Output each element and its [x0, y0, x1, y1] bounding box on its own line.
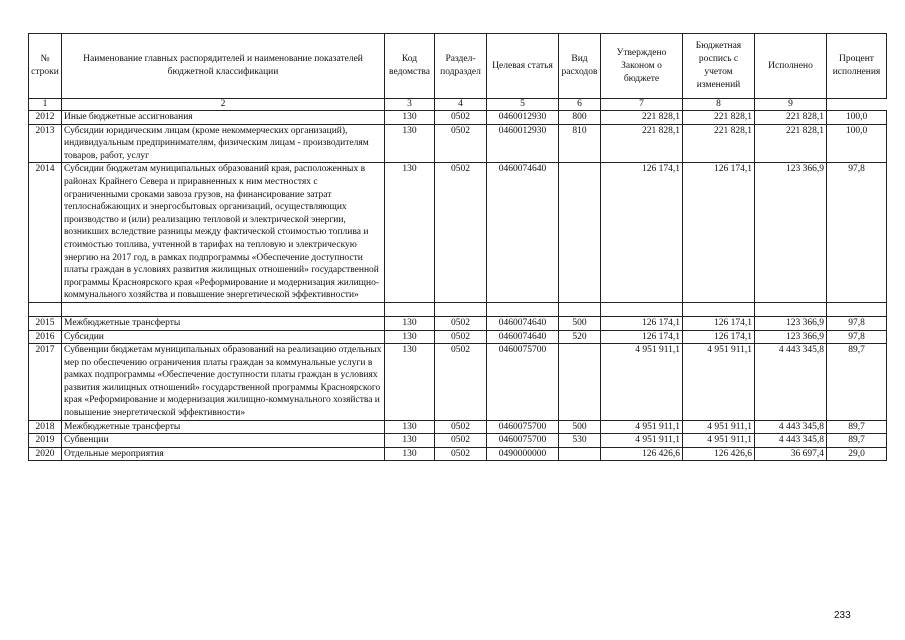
- row-target: 0490000000: [487, 447, 559, 461]
- row-executed: 123 366,9: [755, 316, 827, 330]
- row-budget-list: 126 426,6: [683, 447, 755, 461]
- column-number: 8: [683, 99, 755, 111]
- row-percent: 89,7: [827, 420, 887, 434]
- row-number: 2012: [29, 111, 62, 125]
- row-target: 0460012930: [487, 124, 559, 163]
- header-expense-type: Вид расходов: [559, 34, 601, 99]
- row-number: 2017: [29, 344, 62, 421]
- row-target: 0460074640: [487, 330, 559, 344]
- row-dept-code: 130: [385, 330, 435, 344]
- row-budget-list: 4 951 911,1: [683, 434, 755, 448]
- row-name: Субвенции бюджетам муниципальных образований на реализацию отдельных мер по обеспечению ограничения платы граждан за коммунальные услуги в рамках подпрограммы «Обеспечение доступности платы граждан в условиях развития жилищных отношений» государственной программы Красноярского края «Реформирование и модернизация жилищно-коммунального хозяйства и повышение энергетической эффективности»: [62, 344, 385, 421]
- column-number: 1: [29, 99, 62, 111]
- row-target: 0460074640: [487, 163, 559, 303]
- row-target: 0460012930: [487, 111, 559, 125]
- budget-execution-table: [28, 33, 887, 461]
- row-percent: 97,8: [827, 163, 887, 303]
- row-number: 2018: [29, 420, 62, 434]
- row-percent: 100,0: [827, 124, 887, 163]
- row-name: Межбюджетные трансферты: [62, 316, 385, 330]
- row-section: 0502: [435, 344, 487, 421]
- header-budget-list: Бюджетная роспись с учетом изменений: [683, 34, 755, 99]
- blank-row: [29, 302, 887, 316]
- column-number: 7: [601, 99, 683, 111]
- table-row: [29, 111, 887, 125]
- row-name: Межбюджетные трансферты: [62, 420, 385, 434]
- row-name: Субсидии юридическим лицам (кроме некоммерческих организаций), индивидуальным предпринимателям, физическим лицам - производителям товаров, работ, услуг: [62, 124, 385, 163]
- row-executed: 4 443 345,8: [755, 434, 827, 448]
- row-target: 0460075700: [487, 420, 559, 434]
- row-section: 0502: [435, 124, 487, 163]
- row-percent: 89,7: [827, 434, 887, 448]
- row-expense-type: 500: [559, 420, 601, 434]
- row-expense-type: [559, 163, 601, 303]
- column-number: 6: [559, 99, 601, 111]
- row-name: Субсидии: [62, 330, 385, 344]
- row-approved: 221 828,1: [601, 124, 683, 163]
- row-name: Отдельные мероприятия: [62, 447, 385, 461]
- header-percent: Процент исполнения: [827, 34, 887, 99]
- column-number: 3: [385, 99, 435, 111]
- table-row: [29, 420, 887, 434]
- row-executed: 123 366,9: [755, 163, 827, 303]
- row-executed: 123 366,9: [755, 330, 827, 344]
- row-percent: 97,8: [827, 316, 887, 330]
- row-name: Иные бюджетные ассигнования: [62, 111, 385, 125]
- row-section: 0502: [435, 447, 487, 461]
- column-number: 5: [487, 99, 559, 111]
- header-section: Раздел-подраздел: [435, 34, 487, 99]
- row-budget-list: 126 174,1: [683, 316, 755, 330]
- row-approved: 4 951 911,1: [601, 434, 683, 448]
- row-expense-type: 530: [559, 434, 601, 448]
- row-dept-code: 130: [385, 447, 435, 461]
- row-number: 2020: [29, 447, 62, 461]
- row-budget-list: 126 174,1: [683, 330, 755, 344]
- row-number: 2013: [29, 124, 62, 163]
- row-approved: 126 174,1: [601, 316, 683, 330]
- row-budget-list: 221 828,1: [683, 124, 755, 163]
- header-approved: Утверждено Законом о бюджете: [601, 34, 683, 99]
- row-dept-code: 130: [385, 111, 435, 125]
- row-dept-code: 130: [385, 316, 435, 330]
- row-number: 2015: [29, 316, 62, 330]
- row-number: 2014: [29, 163, 62, 303]
- table-row: [29, 434, 887, 448]
- row-section: 0502: [435, 330, 487, 344]
- page-number: 233: [834, 610, 851, 621]
- row-section: 0502: [435, 420, 487, 434]
- row-section: 0502: [435, 163, 487, 303]
- table-row: [29, 330, 887, 344]
- table-row: [29, 344, 887, 421]
- row-expense-type: 520: [559, 330, 601, 344]
- row-expense-type: 810: [559, 124, 601, 163]
- header-executed: Исполнено: [755, 34, 827, 99]
- row-executed: 4 443 345,8: [755, 420, 827, 434]
- row-percent: 97,8: [827, 330, 887, 344]
- row-dept-code: 130: [385, 434, 435, 448]
- row-percent: 29,0: [827, 447, 887, 461]
- row-budget-list: 221 828,1: [683, 111, 755, 125]
- row-executed: 4 443 345,8: [755, 344, 827, 421]
- row-expense-type: 800: [559, 111, 601, 125]
- row-target: 0460074640: [487, 316, 559, 330]
- row-executed: 36 697,4: [755, 447, 827, 461]
- table-row: [29, 316, 887, 330]
- column-number-row: [29, 99, 887, 111]
- row-approved: 126 426,6: [601, 447, 683, 461]
- row-section: 0502: [435, 111, 487, 125]
- row-expense-type: [559, 447, 601, 461]
- row-expense-type: 500: [559, 316, 601, 330]
- row-percent: 89,7: [827, 344, 887, 421]
- row-dept-code: 130: [385, 420, 435, 434]
- row-expense-type: [559, 344, 601, 421]
- row-name: Субсидии бюджетам муниципальных образований края, расположенных в районах Крайнего Севера и приравненных к ним местностях с ограниченными сроками завоза грузов, на финансирование затрат теплоснабжающих и энергосбытовых организаций, осуществляющих производство и (или) реализацию тепловой и электрической энергии, возникших вследствие разницы между фактической стоимостью топлива и стоимостью топлива, учтенной в тарифах на тепловую и электрическую энергию на 2017 год, в рамках подпрограммы «Обеспечение доступности платы граждан в условиях развития жилищных отношений» государственной программы Красноярского края «Реформирование и модернизация жилищно-коммунального хозяйства и повышение энергетической эффективности»: [62, 163, 385, 303]
- row-section: 0502: [435, 316, 487, 330]
- row-approved: 221 828,1: [601, 111, 683, 125]
- header-dept-code: Код ведомства: [385, 34, 435, 99]
- row-approved: 4 951 911,1: [601, 344, 683, 421]
- row-dept-code: 130: [385, 344, 435, 421]
- header-target: Целевая статья: [487, 34, 559, 99]
- row-budget-list: 4 951 911,1: [683, 420, 755, 434]
- row-budget-list: 126 174,1: [683, 163, 755, 303]
- column-number: 9: [755, 99, 827, 111]
- row-target: 0460075700: [487, 344, 559, 421]
- row-approved: 126 174,1: [601, 330, 683, 344]
- header-row-no: № строки: [29, 34, 62, 99]
- table-row: [29, 124, 887, 163]
- row-dept-code: 130: [385, 163, 435, 303]
- row-section: 0502: [435, 434, 487, 448]
- header-row: [29, 34, 887, 99]
- table-row: [29, 447, 887, 461]
- row-number: 2016: [29, 330, 62, 344]
- table-row: [29, 163, 887, 303]
- row-dept-code: 130: [385, 124, 435, 163]
- row-approved: 126 174,1: [601, 163, 683, 303]
- column-number: 2: [62, 99, 385, 111]
- row-target: 0460075700: [487, 434, 559, 448]
- row-executed: 221 828,1: [755, 124, 827, 163]
- row-percent: 100,0: [827, 111, 887, 125]
- row-executed: 221 828,1: [755, 111, 827, 125]
- row-approved: 4 951 911,1: [601, 420, 683, 434]
- row-budget-list: 4 951 911,1: [683, 344, 755, 421]
- header-name: Наименование главных распорядителей и наименование показателей бюджетной классификации: [62, 34, 385, 99]
- column-number: 4: [435, 99, 487, 111]
- row-name: Субвенции: [62, 434, 385, 448]
- row-number: 2019: [29, 434, 62, 448]
